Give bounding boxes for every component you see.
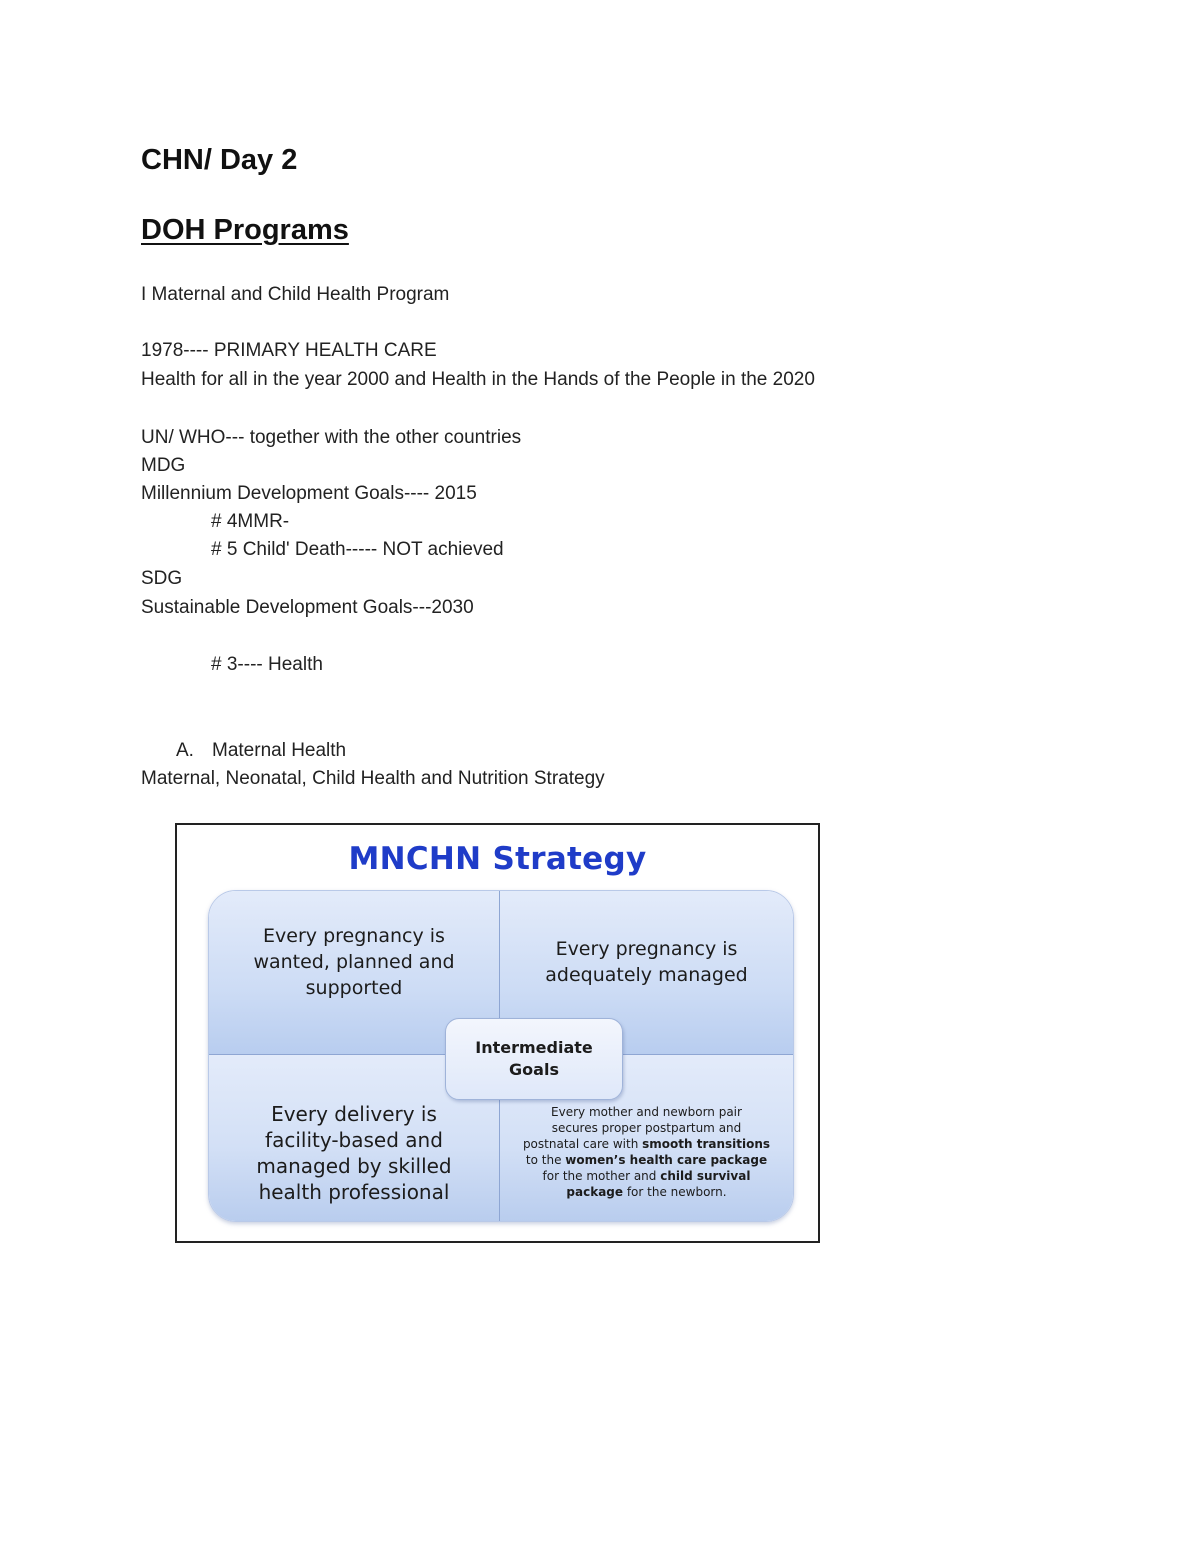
sdg-goal-3-line: # 3---- Health (211, 654, 323, 675)
strategy-panel (208, 890, 794, 1222)
list-letter: A. (176, 740, 194, 761)
quadrant-top-right-text: Every pregnancy is adequately managed (545, 937, 748, 986)
sdg-full-line: Sustainable Development Goals---2030 (141, 597, 474, 618)
phc-line: 1978---- PRIMARY HEALTH CARE (141, 340, 437, 361)
mnchn-strategy-figure (175, 823, 820, 1243)
page-title: CHN/ Day 2 (141, 144, 298, 176)
un-who-line: UN/ WHO--- together with the other countries (141, 427, 522, 448)
health-for-all-line: Health for all in the year 2000 and Health in the Hands of the People in the 2020 (141, 369, 815, 390)
sdg-line: SDG (141, 568, 183, 589)
mdg-line: MDG (141, 455, 186, 476)
quadrant-top-left-text: Every pregnancy is wanted, planned and supported (253, 924, 455, 999)
intermediate-goals-box: Intermediate Goals (445, 1018, 623, 1100)
quadrant-bottom-right-text: Every mother and newborn pair secures proper postpartum and postnatal care with smooth transitions to the women’s health care package for the mother and child survival package for the newborn. (522, 1105, 771, 1199)
quadrant-bottom-left-text: Every delivery is facility-based and managed by skilled health professional (256, 1102, 452, 1204)
mdg-goal-4-line: # 4MMR- (211, 511, 290, 532)
maternal-health-line: Maternal Health (212, 740, 347, 761)
mdg-full-line: Millennium Development Goals---- 2015 (141, 483, 477, 504)
section-heading: DOH Programs (141, 214, 349, 246)
mdg-goal-5-line: # 5 Child' Death----- NOT achieved (211, 539, 504, 560)
program-line: I Maternal and Child Health Program (141, 284, 450, 305)
figure-title: MNCHN Strategy (348, 841, 647, 877)
strategy-line: Maternal, Neonatal, Child Health and Nutrition Strategy (141, 768, 605, 789)
